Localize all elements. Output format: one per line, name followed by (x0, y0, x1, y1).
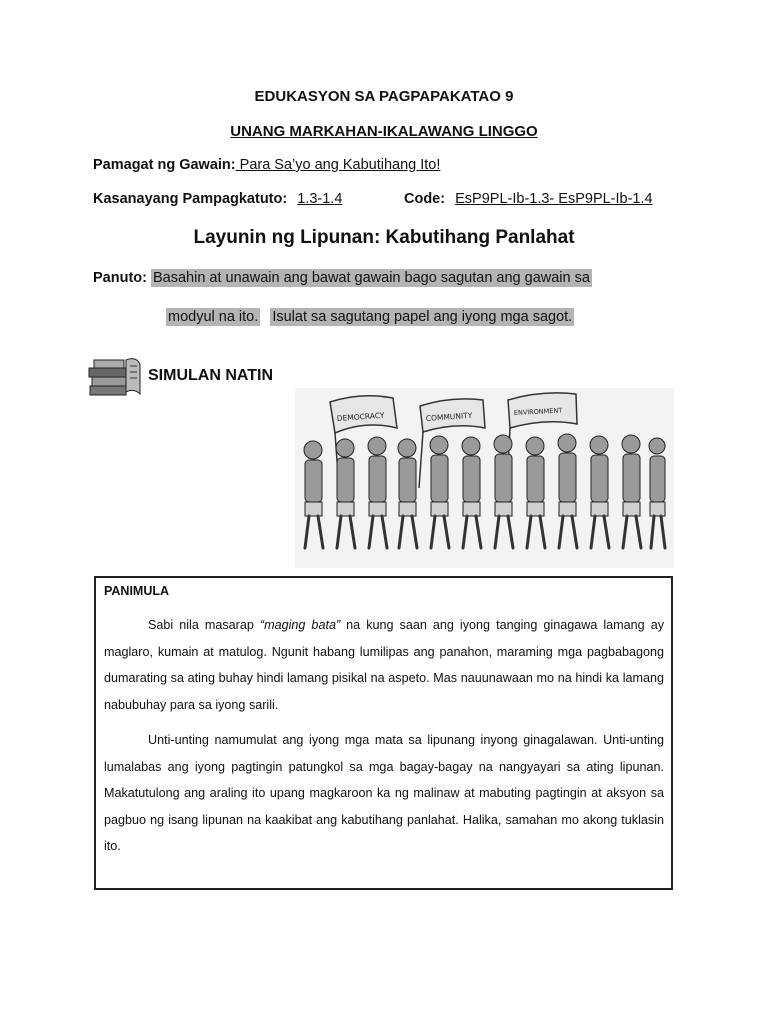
gawain-value: Para Sa’yo ang Kabutihang Ito! (235, 157, 441, 173)
lesson-title: Layunin ng Lipunan: Kabutihang Panlahat (193, 227, 575, 248)
flag-community: COMMUNITY (425, 410, 473, 423)
kasanayan-value: 1.3-1.4 (297, 191, 343, 207)
protest-illustration (295, 388, 674, 568)
panuto-text-2a: modyul na ito. (168, 309, 259, 325)
panuto-line1 (93, 270, 592, 286)
kasanayan-row (93, 191, 342, 207)
module-subtitle: UNANG MARKAHAN-IKALAWANG LINGGO (230, 123, 538, 140)
panuto-line2 (166, 309, 574, 325)
flag-environment: ENVIRONMENT (513, 406, 563, 417)
gawain-label: Pamagat ng Gawain: (93, 157, 236, 173)
section-title: SIMULAN NATIN (148, 367, 274, 384)
panuto-label: Panuto: (93, 270, 147, 286)
books-icon (86, 354, 142, 400)
kasanayan-label: Kasanayang Pampagkatuto: (93, 191, 288, 207)
code-row (404, 191, 653, 207)
panimula-paragraph-2: Unti-unting namumulat ang iyong mga mata sa lipunang inyong ginagalawan. Unti-unting lumalabas ang iyong pagtingin patungkol sa mga bagay-bagay na nangyayari sa ating lipunan. Makatutulong ang araling ito upang magkaroon ka ng malinaw at mabuting pagtingin at aksyon sa pagbuo ng isang lipunan na kaakibat ang kabutihang panlahat. Halika, samahan mo akong tuklasin ito. (104, 733, 664, 854)
gawain-row (93, 157, 440, 173)
panimula-box (94, 576, 673, 890)
module-title: EDUKASYON SA PAGPAPAKATAO 9 (254, 88, 514, 105)
panimula-paragraph-1: Sabi nila masarap “maging bata” na kung saan ang iyong tanging ginagawa lamang ay maglaro, kumain at matulog. Ngunit habang lumilipas ang panahon, maraming mga pagbabagong dumarating sa ating buhay hindi lamang pisikal na aspeto. Mas nauunawaan mo na hindi ka lamang nabubuhay para sa iyong sarili. (104, 618, 664, 712)
code-value: EsP9PL-Ib-1.3- EsP9PL-Ib-1.4 (455, 191, 653, 207)
flag-democracy: DEMOCRACY (336, 410, 385, 423)
code-label: Code: (404, 191, 446, 207)
panuto-text-2b: Isulat sa sagutang papel ang iyong mga sagot. (272, 309, 573, 325)
panimula-title: PANIMULA (104, 584, 170, 598)
panimula-emphasis: “maging bata” (259, 618, 341, 632)
panuto-text-1: Basahin at unawain ang bawat gawain bago sagutan ang gawain sa (153, 270, 590, 286)
